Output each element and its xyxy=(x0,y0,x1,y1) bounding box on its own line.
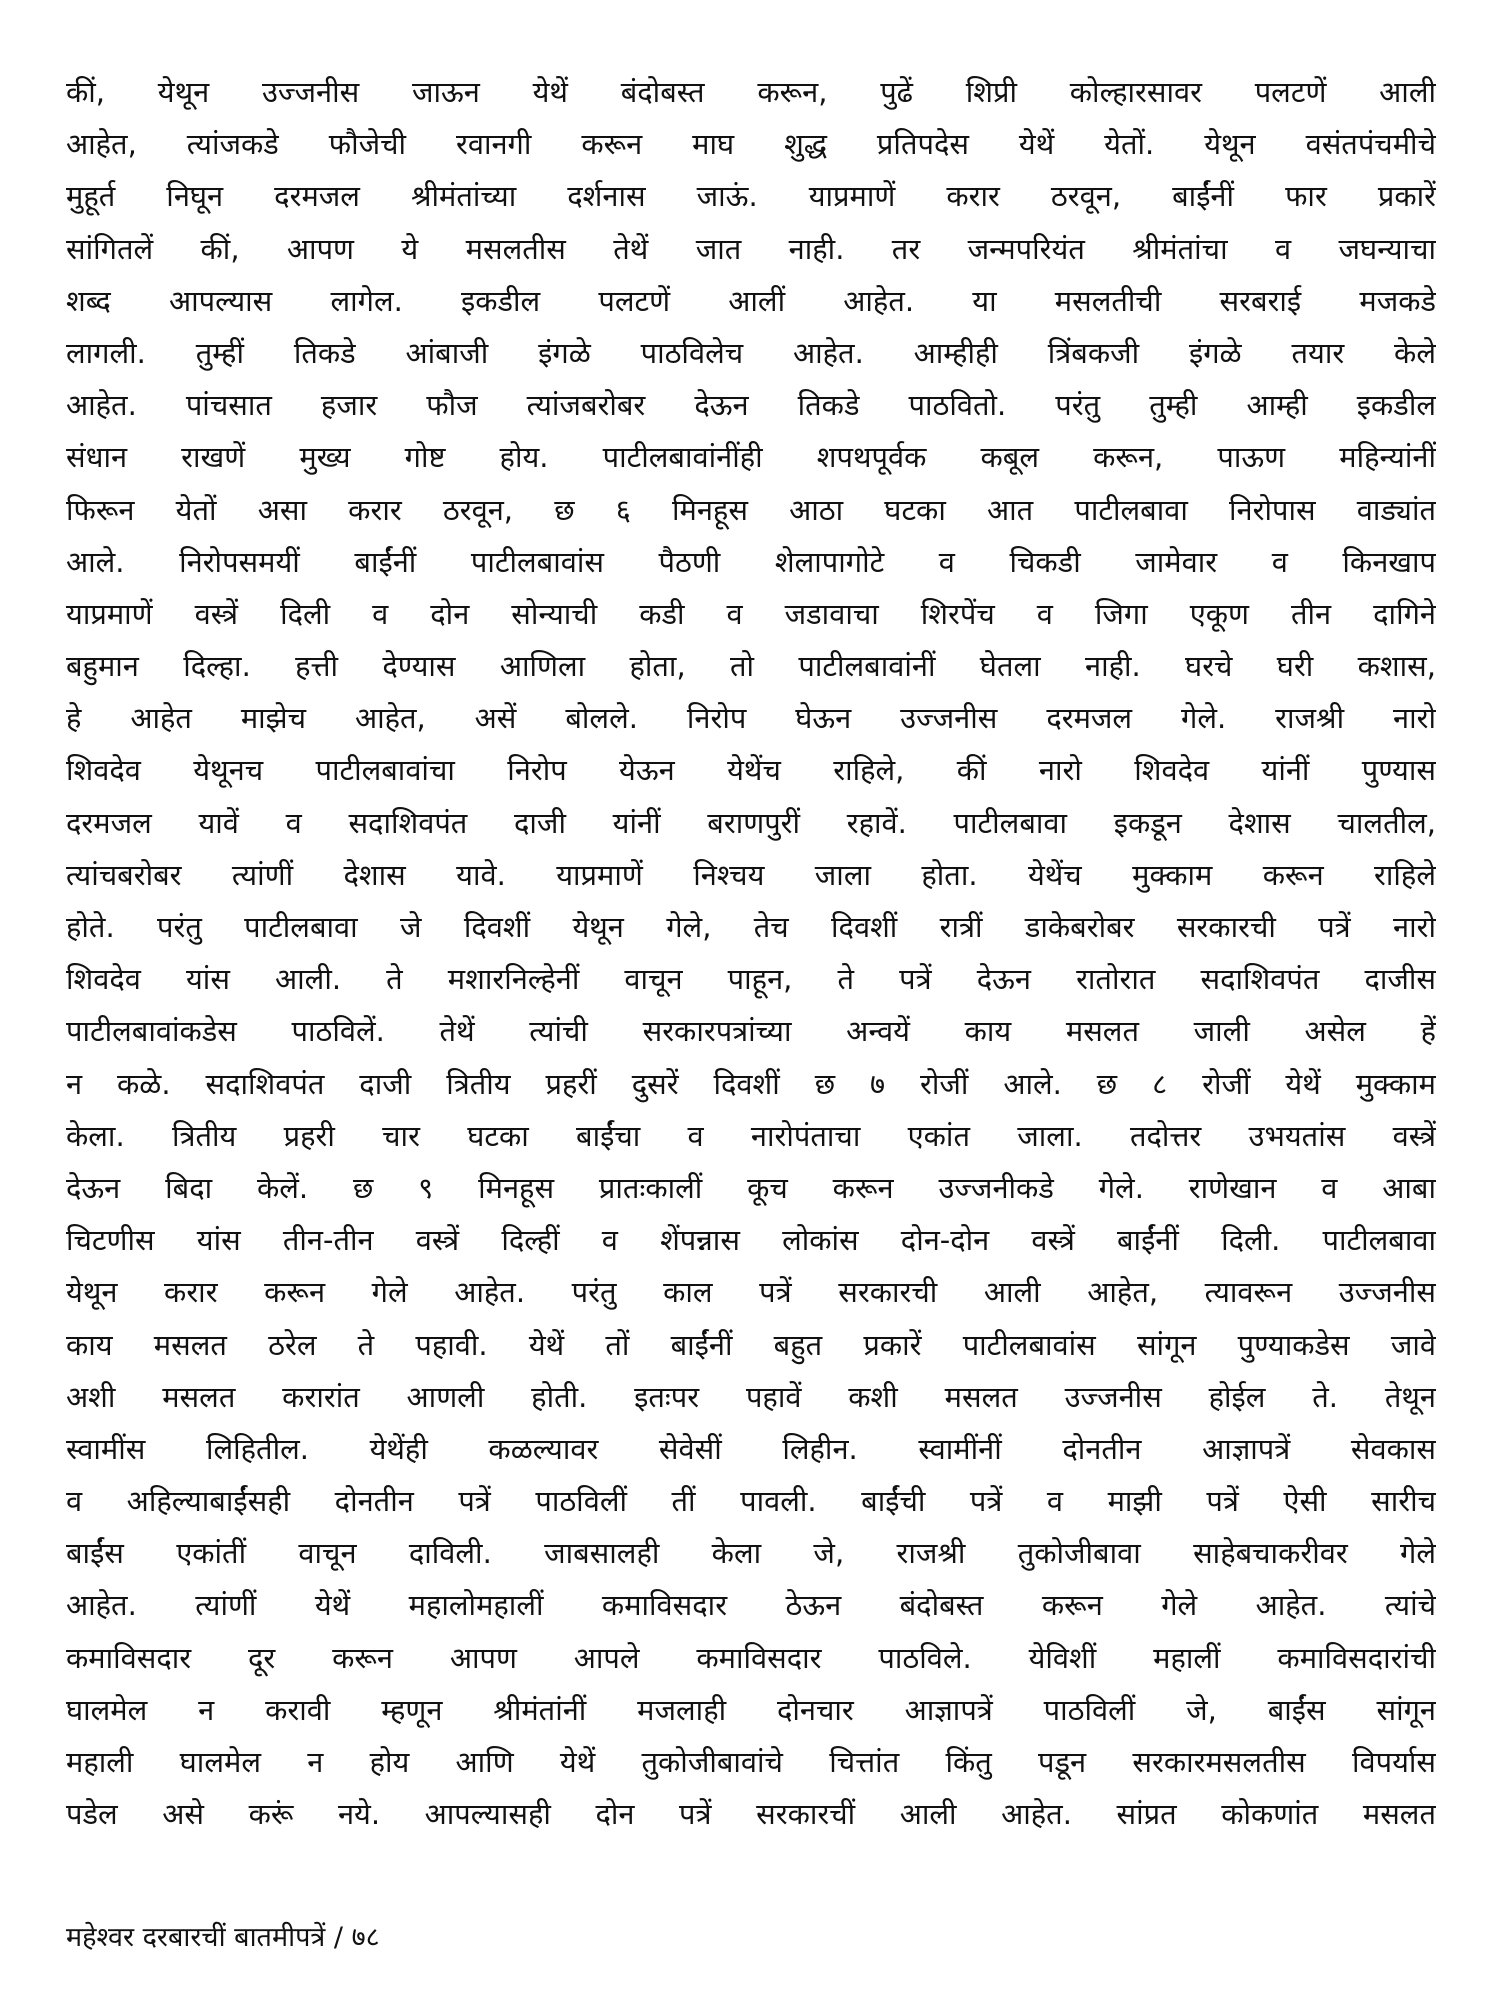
text-line: आहेत. त्यांणीं येथें महालोमहालीं कमाविसदार ठेऊन बंदोबस्त करून गेले आहेत. त्यांचे xyxy=(66,1588,1436,1623)
text-line: येथून करार करून गेले आहेत. परंतु काल पत्रें सरकारची आली आहेत, त्यावरून उज्जनीस xyxy=(66,1275,1436,1310)
text-line: शिवदेव येथूनच पाटीलबावांचा निरोप येऊन येथेंच राहिले, कीं नारो शिवदेव यांनीं पुण्यास xyxy=(66,753,1436,788)
text-line: बाईंस एकांतीं वाचून दाविली. जाबसालही केला जे, राजश्री तुकोजीबावा साहेबचाकरीवर गेले xyxy=(66,1536,1436,1571)
text-line: केला. त्रितीय प्रहरी चार घटका बाईंचा व नारोपंताचा एकांत जाला. तदोत्तर उभयतांस वस्त्रें xyxy=(66,1118,1436,1153)
text-line: काय मसलत ठरेल ते पहावी. येथें तों बाईंनीं बहुत प्रकारें पाटीलबावांस सांगून पुण्याकडेस जावे xyxy=(66,1327,1436,1362)
text-line: हे आहेत माझेच आहेत, असें बोलले. निरोप घेऊन उज्जनीस दरमजल गेले. राजश्री नारो xyxy=(66,701,1436,736)
text-line: संधान राखणें मुख्य गोष्ट होय. पाटीलबावांनींही शपथपूर्वक कबूल करून, पाऊण महिन्यांनीं xyxy=(66,440,1436,475)
text-line: आले. निरोपसमयीं बाईंनीं पाटीलबावांस पैठणी शेलापागोटे व चिकडी जामेवार व किनखाप xyxy=(66,544,1436,579)
text-line: स्वामींस लिहितील. येथेंही कळल्यावर सेवेसीं लिहीन. स्वामींनीं दोनतीन आज्ञापत्रें सेवकास xyxy=(66,1431,1436,1466)
text-line: न कळे. सदाशिवपंत दाजी त्रितीय प्रहरीं दुसरें दिवशीं छ ७ रोजीं आले. छ ८ रोजीं येथें मुक्काम xyxy=(66,1066,1436,1101)
text-line: सांगितलें कीं, आपण ये मसलतीस तेथें जात नाही. तर जन्मपरियंत श्रीमंतांचा व जघन्याचा xyxy=(66,231,1436,266)
text-line: चिटणीस यांस तीन-तीन वस्त्रें दिल्हीं व शेंपन्नास लोकांस दोन-दोन वस्त्रें बाईंनीं दिली. पाटीलबावा xyxy=(66,1223,1436,1258)
text-line: त्यांचबरोबर त्यांणीं देशास यावे. याप्रमाणें निश्चय जाला होता. येथेंच मुक्काम करून राहिले xyxy=(66,857,1436,892)
text-line: व अहिल्याबाईंसही दोनतीन पत्रें पाठविलीं तीं पावली. बाईंची पत्रें व माझी पत्रें ऐसी सारीच xyxy=(66,1484,1436,1519)
text-line: अशी मसलत करारांत आणली होती. इतःपर पहावें कशी मसलत उज्जनीस होईल ते. तेथून xyxy=(66,1379,1436,1414)
text-line: आहेत, त्यांजकडे फौजेची रवानगी करून माघ शुद्ध प्रतिपदेस येथें येतों. येथून वसंतपंचमीचे xyxy=(66,127,1436,162)
text-line: फिरून येतों असा करार ठरवून, छ ६ मिनहूस आठा घटका आत पाटीलबावा निरोपास वाड्यांत xyxy=(66,492,1436,527)
page-footer: महेश्वर दरबारचीं बातमीपत्रें / ७८ xyxy=(66,1922,380,1953)
text-line: मुहूर्त निघून दरमजल श्रीमंतांच्या दर्शनास जाऊं. याप्रमाणें करार ठरवून, बाईंनीं फार प्रकारें xyxy=(66,179,1436,214)
text-line: लागली. तुम्हीं तिकडे आंबाजी इंगळे पाठविलेच आहेत. आम्हीही त्रिंबकजी इंगळे तयार केले xyxy=(66,335,1436,370)
body-text xyxy=(66,66,1436,1840)
text-line: बहुमान दिल्हा. हत्ती देण्यास आणिला होता, तो पाटीलबावांनीं घेतला नाही. घरचे घरी कशास, xyxy=(66,649,1436,684)
text-line: कमाविसदार दूर करून आपण आपले कमाविसदार पाठविले. येविशीं महालीं कमाविसदारांची xyxy=(66,1640,1436,1675)
text-line: महाली घालमेल न होय आणि येथें तुकोजीबावांचे चित्तांत किंतु पडून सरकारमसलतीस विपर्यास xyxy=(66,1745,1436,1779)
text-line: शब्द आपल्यास लागेल. इकडील पलटणें आलीं आहेत. या मसलतीची सरबराई मजकडे xyxy=(66,283,1436,318)
text-line: याप्रमाणें वस्त्रें दिली व दोन सोन्याची कडी व जडावाचा शिरपेंच व जिगा एकूण तीन दागिने xyxy=(66,596,1436,631)
text-line: कीं, येथून उज्जनीस जाऊन येथें बंदोबस्त करून, पुढें शिप्री कोल्हारसावर पलटणें आली xyxy=(66,75,1436,109)
text-line: घालमेल न करावी म्हणून श्रीमंतांनीं मजलाही दोनचार आज्ञापत्रें पाठविलीं जे, बाईंस सांगून xyxy=(66,1692,1436,1727)
text-line: शिवदेव यांस आली. ते मशारनिल्हेनीं वाचून पाहून, ते पत्रें देऊन रातोरात सदाशिवपंत दाजीस xyxy=(66,962,1436,997)
text-line: होते. परंतु पाटीलबावा जे दिवशीं येथून गेले, तेच दिवशीं रात्रीं डाकेबरोबर सरकारची पत्रें नारो xyxy=(66,910,1436,944)
text-line: देऊन बिदा केलें. छ ९ मिनहूस प्रातःकालीं कूच करून उज्जनीकडे गेले. राणेखान व आबा xyxy=(66,1170,1436,1205)
text-line: पाटीलबावांकडेस पाठविलें. तेथें त्यांची सरकारपत्रांच्या अन्वयें काय मसलत जाली असेल हें xyxy=(66,1014,1436,1049)
text-line: आहेत. पांचसात हजार फौज त्यांजबरोबर देऊन तिकडे पाठवितो. परंतु तुम्ही आम्ही इकडील xyxy=(66,388,1436,423)
text-line: पडेल असे करूं नये. आपल्यासही दोन पत्रें सरकारचीं आली आहेत. सांप्रत कोकणांत मसलत xyxy=(66,1797,1436,1832)
text-line: दरमजल यावें व सदाशिवपंत दाजी यांनीं बराणपुरीं रहावें. पाटीलबावा इकडून देशास चालतील, xyxy=(66,805,1436,840)
